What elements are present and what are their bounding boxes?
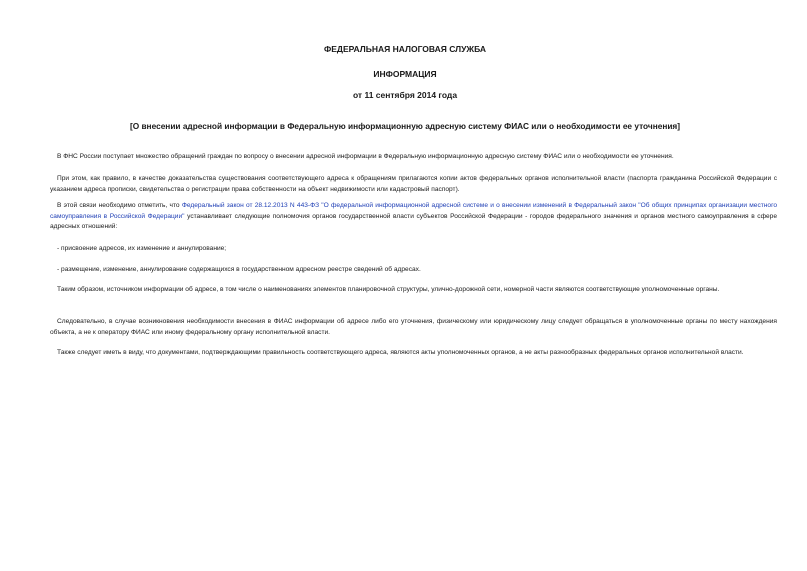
paragraph-1: В ФНС России поступает множество обращений граждан по вопросу о внесении адресной информации в Федеральную информационную адресную систему ФИАС или о необходимости ее уточнения. bbox=[57, 153, 674, 160]
paragraph-5: - размещение, изменение, аннулирование содержащихся в государственном адресном реестре сведений об адресах. bbox=[57, 266, 421, 273]
federal-law-443-link[interactable]: Федеральный закон от 28.12.2013 N 443-ФЗ "О федеральной информационной адресной системе и о внесении изменений в Федеральный закон "Об общих принципах организации местного самоуправления в Российской Федерации" bbox=[50, 202, 777, 220]
paragraph-3-lead: В этой связи необходимо отметить, что bbox=[57, 202, 182, 209]
paragraph-3-tail: устанавливает следующие полномочия органов государственной власти субъектов Российской Федерации - городов федерального значения и органов местного самоуправления в сфере адресных отношений: bbox=[50, 212, 777, 230]
paragraph-2: При этом, как правило, в качестве доказательства существования соответствующего адреса к обращениям прилагаются копии актов федеральных органов исполнительной власти (паспорта гражданина Российской Федерации с указанием адреса прописки, свидетельства о регистрации права собственности на объект недвижимости или кадастровый паспорт). bbox=[50, 175, 777, 193]
document-page bbox=[40, 0, 777, 571]
document-subject: [О внесении адресной информации в Федеральную информационную адресную систему ФИАС или о необходимости ее уточнения] bbox=[129, 121, 681, 131]
paragraph-6: Таким образом, источником информации об адресе, в том числе о наименованиях элементов планировочной структуры, улично-дорожной сети, номерной части являются соответствующие уполномоченные органы. bbox=[57, 286, 720, 293]
paragraph-3 bbox=[50, 201, 777, 233]
paragraph-4: - присвоение адресов, их изменение и аннулирование; bbox=[57, 245, 227, 252]
document-date: от 11 сентября 2014 года bbox=[352, 90, 458, 100]
paragraph-8: Также следует иметь в виду, что документами, подтверждающими правильность соответствующего адреса, являются акты уполномоченных органов, а не акты разнообразных федеральных органов исполнительной власти. bbox=[57, 349, 744, 356]
paragraph-7: Следовательно, в случае возникновения необходимости внесения в ФИАС информации об адресе либо его уточнения, физическому или юридическому лицу следует обращаться в уполномоченные органы по месту нахождения объекта, а не к оператору ФИАС или иному федеральному органу исполнительной власти. bbox=[50, 318, 777, 336]
document-type: ИНФОРМАЦИЯ bbox=[373, 69, 437, 79]
agency-header: ФЕДЕРАЛЬНАЯ НАЛОГОВАЯ СЛУЖБА bbox=[323, 44, 487, 54]
